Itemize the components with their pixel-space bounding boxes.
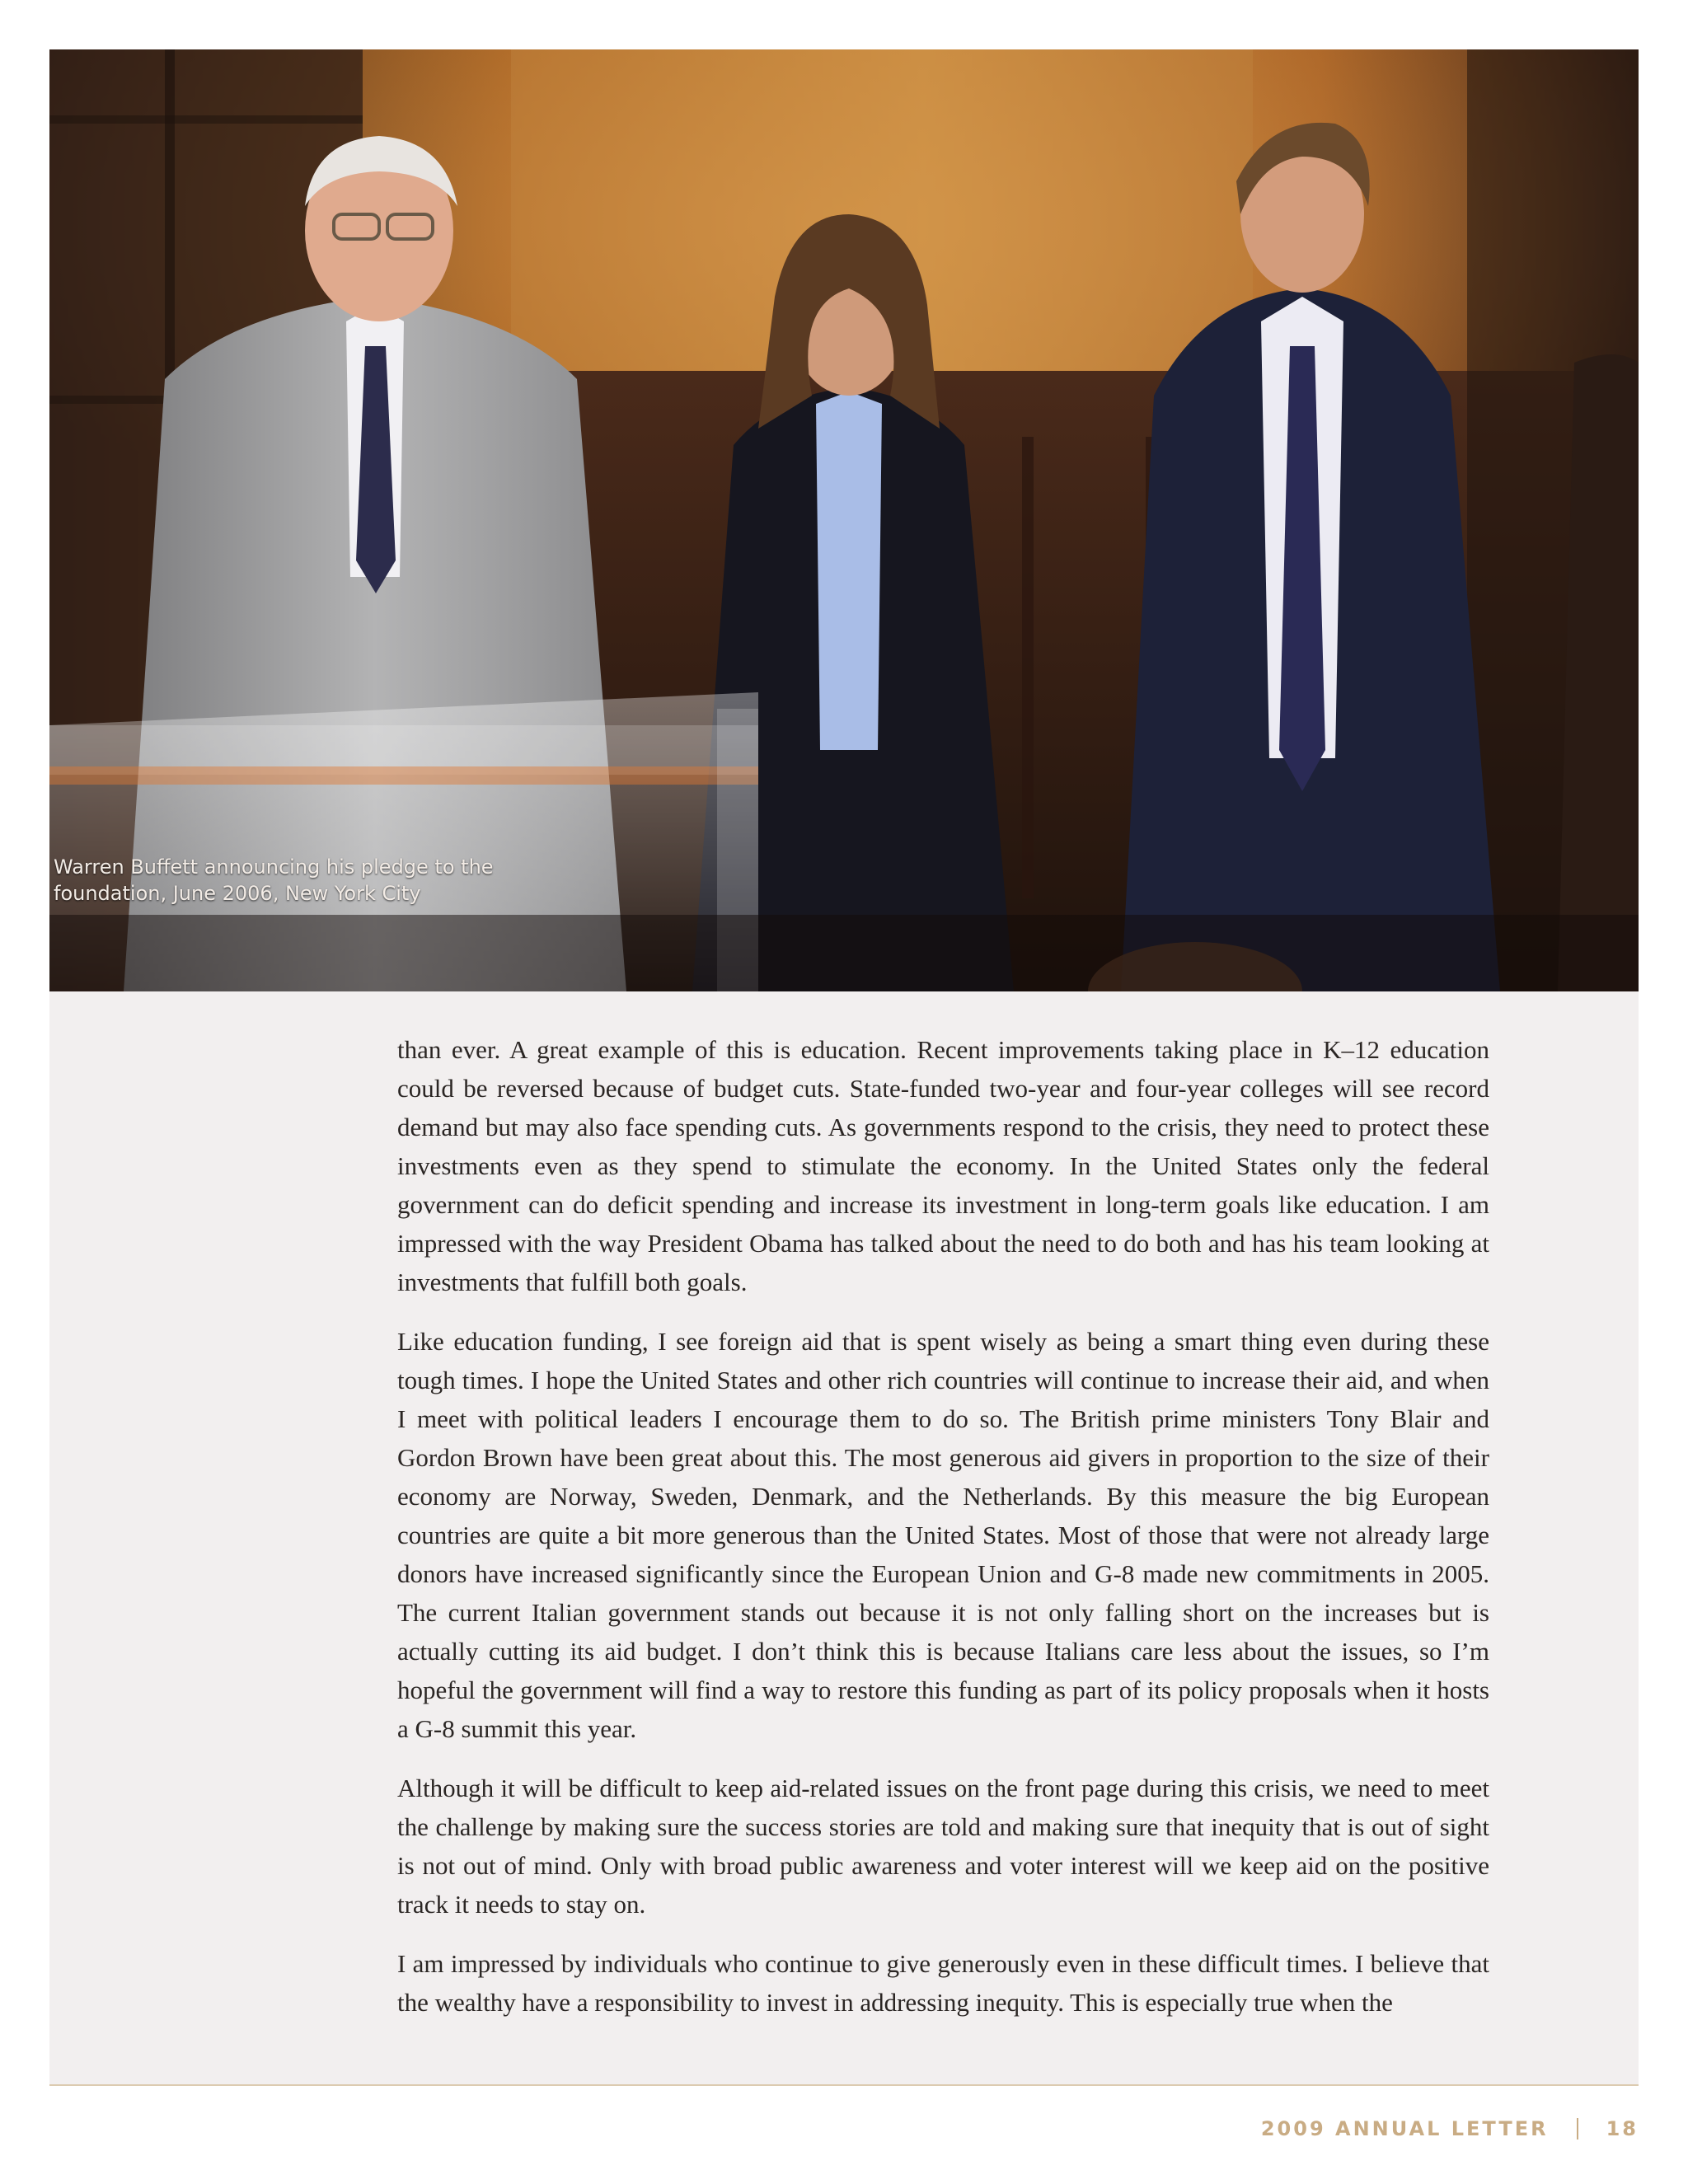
photo-illustration <box>49 49 1639 991</box>
footer-separator <box>1577 2118 1578 2139</box>
paragraph-4: I am impressed by individuals who continue to give generously even in these difficult times. I believe that the wealthy have a responsibility to invest in addressing inequity. This is especially true when the <box>397 1949 1489 2017</box>
footer-title: 2009 ANNUAL LETTER <box>1260 2117 1549 2140</box>
page-number: 18 <box>1606 2117 1639 2140</box>
paragraph-3: Although it will be difficult to keep aid-related issues on the front page during this crisis, we need to meet the challenge by making sure the success stories are told and making sure that inequity that is out of sight is not out of mind. Only with broad public awareness and voter interest will we keep aid on the positive track it needs to stay on. <box>397 1774 1489 1919</box>
paragraph-2: Like education funding, I see foreign aid that is spent wisely as being a smart thing even during these tough times. I hope the United States and other rich countries will continue to increase their aid, and when I meet with political leaders I encourage them to do so. The British prime ministers Tony Blair and Gordon Brown have been great about this. The most generous aid givers in proportion to the size of their economy are Norway, Sweden, Denmark, and the Netherlands. By this measure the big European countries are quite a bit more generous than the United States. Most of those that were not already large donors have increased significantly since the European Union and G-8 made new commitments in 2005. The current Italian government stands out because it is not only falling short on the increases but is actually cutting its aid budget. I don’t think this is because Italians care less about the issues, so I’m hopeful the government will find a way to restore this funding as part of its policy proposals when it hosts a G-8 summit this year. <box>397 1327 1489 1743</box>
page-footer <box>1261 2116 1639 2142</box>
footer-divider <box>49 2084 1639 2086</box>
paragraph-1: than ever. A great example of this is education. Recent improvements taking place in K–12 education could be reversed because of budget cuts. State-funded two-year and four-year colleges will see record demand but may also face spending cuts. As governments respond to the crisis, they need to protect these investments even as they spend to stimulate the economy. In the United States only the federal government can do deficit spending and increase its investment in long-term goals like education. I am impressed with the way President Obama has talked about the need to do both and has his team looking at investments that fulfill both goals. <box>397 1035 1489 1296</box>
letter-body <box>397 1030 1489 2042</box>
photo <box>49 49 1639 991</box>
photo-caption: Warren Buffett announcing his pledge to the foundation, June 2006, New York City <box>54 855 494 905</box>
